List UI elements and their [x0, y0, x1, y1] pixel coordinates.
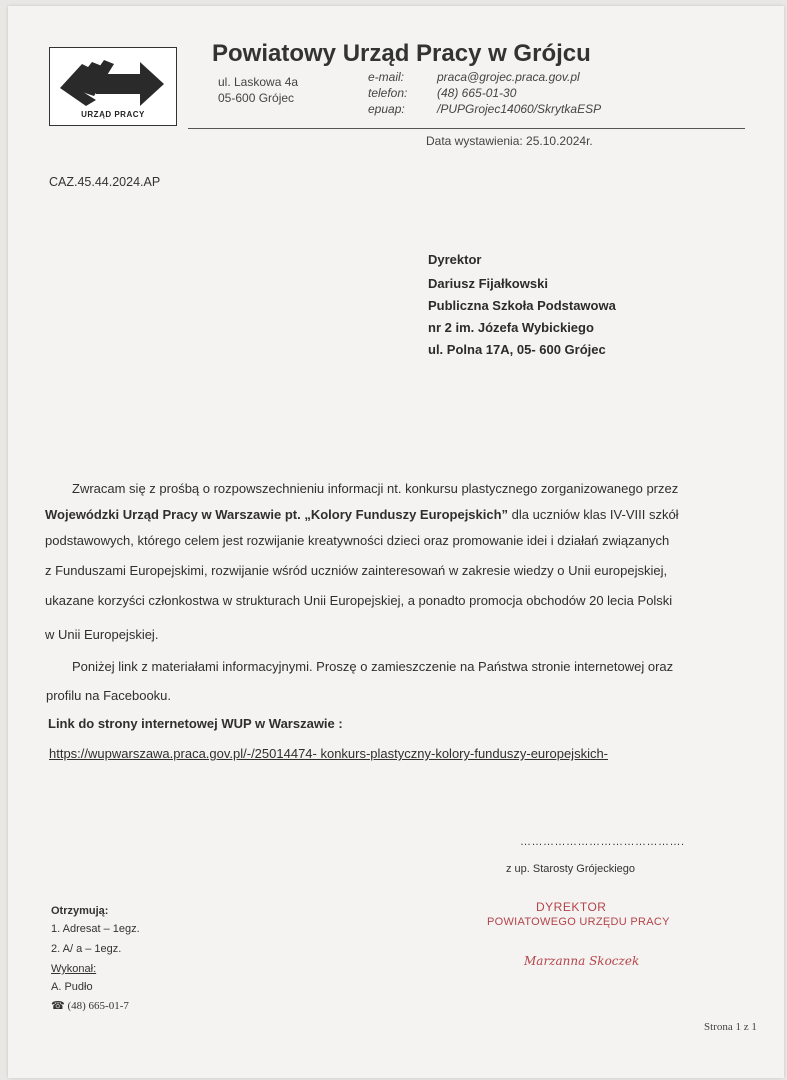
body-line-2 — [45, 507, 679, 522]
stamp-org: POWIATOWEGO URZĘDU PRACY — [487, 916, 670, 928]
wup-link[interactable]: https://wupwarszawa.praca.gov.pl/-/25014474- konkurs-plastyczny-kolory-funduszy-europejskich- — [49, 746, 609, 761]
org-name: Powiatowy Urząd Pracy w Grójcu — [212, 40, 591, 67]
reference-number: CAZ.45.44.2024.AP — [49, 175, 161, 189]
body-line-6: w Unii Europejskiej. — [45, 627, 159, 642]
contact-email-label: e-mail: — [368, 70, 405, 84]
issue-date: Data wystawienia: 25.10.2024r. — [426, 134, 593, 148]
body-line-1: Zwracam się z prośbą o rozpowszechnieniu informacji nt. konkursu plastycznego zorganizowanego przez — [72, 481, 679, 496]
recipient-line-1: Dyrektor — [428, 252, 482, 267]
link-label: Link do strony internetowej WUP w Warszawie : — [48, 716, 343, 731]
recipient-line-5: ul. Polna 17A, 05- 600 Grójec — [428, 342, 606, 357]
header-divider — [188, 128, 745, 129]
contact-phone-label: telefon: — [368, 86, 408, 100]
body-line-7: Poniżej link z materiałami informacyjnymi. Proszę o zamieszczenie na Państwa stronie internetowej oraz — [72, 659, 674, 674]
arrow-logo-icon — [56, 54, 170, 109]
recipients-item-1: 1. Adresat – 1egz. — [51, 923, 140, 935]
logo-text: URZĄD PRACY — [81, 110, 145, 119]
signature-dots: ……………………………………. — [520, 836, 685, 848]
recipient-line-2: Dariusz Fijałkowski — [428, 276, 548, 291]
made-by-label: Wykonał: — [51, 963, 97, 975]
page-number: Strona 1 z 1 — [704, 1021, 757, 1033]
contact-epuap-label: epuap: — [368, 102, 405, 116]
address-line-1: ul. Laskowa 4a — [218, 75, 299, 89]
made-by-phone: ☎ (48) 665-01-7 — [51, 1000, 129, 1012]
recipient-line-4: nr 2 im. Józefa Wybickiego — [428, 320, 594, 335]
made-by-person: A. Pudło — [51, 981, 93, 993]
body-line-8: profilu na Facebooku. — [46, 688, 172, 703]
recipients-title: Otrzymują: — [51, 905, 109, 917]
body-line-4: z Funduszami Europejskimi, rozwijanie wśród uczniów zainteresowań w zakresie wiedzy o Unii europejskiej, — [45, 563, 668, 578]
body-line-3: podstawowych, którego celem jest rozwijanie kreatywności dzieci oraz promowanie idei i działań związanych — [45, 533, 670, 548]
recipients-item-2: 2. A/ a – 1egz. — [51, 943, 122, 955]
body-line-2-rest: dla uczniów klas IV-VIII szkół — [508, 507, 679, 522]
signature-authority: z up. Starosty Grójeckiego — [506, 863, 636, 875]
logo — [49, 47, 177, 126]
stamp-title: DYREKTOR — [536, 900, 607, 914]
recipient-line-3: Publiczna Szkoła Podstawowa — [428, 298, 616, 313]
body-line-5: ukazane korzyści członkostwa w strukturach Unii Europejskiej, a ponadto promocja obchodów 20 lecia Polski — [45, 593, 673, 608]
contact-epuap-value: /PUPGrojec14060/SkrytkaESP — [437, 102, 602, 116]
body-bold-title: Wojewódzki Urząd Pracy w Warszawie pt. „Kolory Funduszy Europejskich” — [45, 507, 509, 522]
contact-email-value: praca@grojec.praca.gov.pl — [437, 70, 580, 84]
address-line-2: 05-600 Grójec — [218, 91, 295, 105]
contact-phone-value: (48) 665-01-30 — [437, 86, 517, 100]
signature-name: Marzanna Skoczek — [524, 954, 640, 968]
